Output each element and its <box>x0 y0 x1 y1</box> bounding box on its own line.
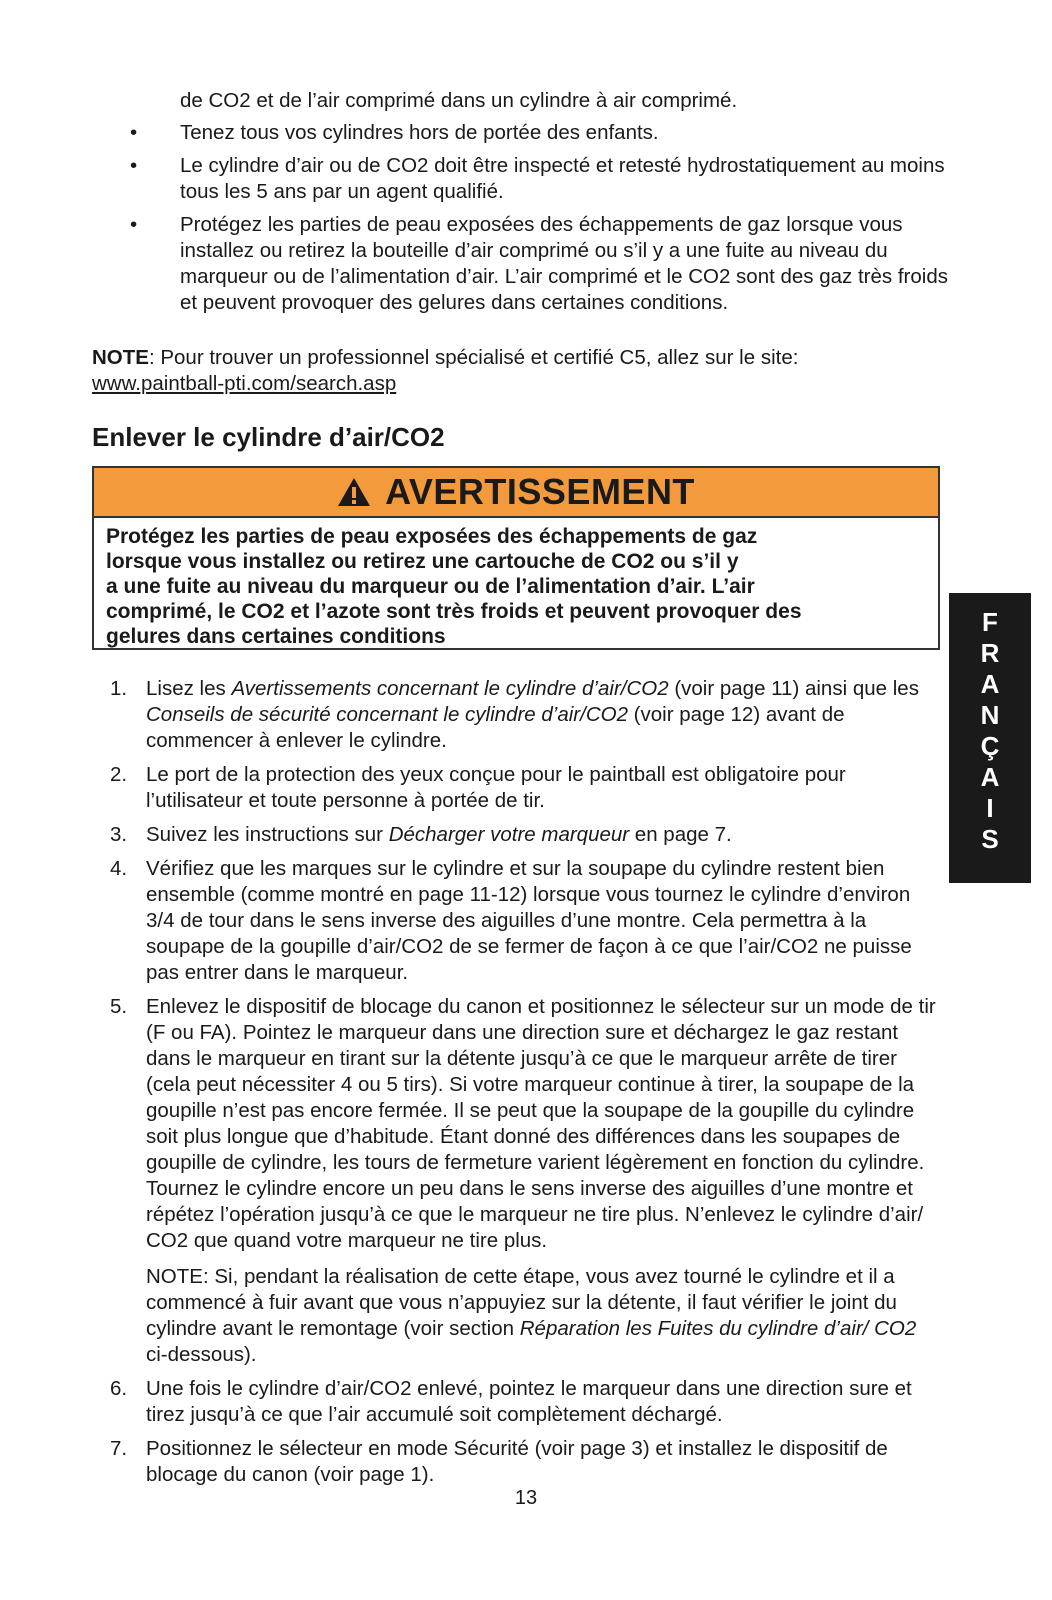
bullet-item <box>130 212 960 316</box>
warning-text <box>94 518 938 649</box>
language-tab-letter: R <box>980 638 1000 668</box>
step-item <box>110 822 940 848</box>
bullet-marker: • <box>130 154 138 177</box>
continuation-text: de CO2 et de l’air comprimé dans un cylindre à air comprimé. <box>180 89 738 112</box>
bullet-item <box>130 153 960 205</box>
language-tab-letter: N <box>980 700 1000 730</box>
bullet-marker: • <box>130 121 138 144</box>
step-number: 3. <box>110 823 128 846</box>
step-body <box>146 856 940 986</box>
step-text: Vérifiez que les marques sur le cylindre et sur la soupape du cylindre restent bien ensemble (comme montré en page 11-12) lorsque vous tournez le cylindre d’environ 3/4 de tour dans le sens inverse des aiguilles d’une montre. Cela permettra à la soupape de la goupille d’air/CO2 de se fermer de façon à ce que l’air/CO2 ne puisse pas entrer dans le marqueur. <box>146 857 912 984</box>
step-item <box>110 994 940 1368</box>
search-link[interactable]: www.paintball-pti.com/search.asp <box>92 372 397 395</box>
step-text: Enlevez le dispositif de blocage du canon et positionnez le sélecteur sur un mode de tir (F ou FA). Pointez le marqueur dans une direction sure et déchargez le gaz restant dans le marqueur en tirant sur la détente jusqu’à ce que le marqueur arrête de tirer (cela peut nécessiter 4 ou 5 tirs). Si votre marqueur continue à tirer, la soupape de la goupille n’est pas encore fermée. Il se peut que la soupape de la goupille du cylindre soit plus longue que d’habitude. Étant donné des différences dans les soupapes de goupille de cylindre, les tours de fermeture varient légèrement en fonction du cylindre. Tournez le cylindre encore un peu dans le sens inverse des aiguilles d’une montre et répétez l’opération jusqu’à ce que le marqueur ne tire plus. N’enlevez le cylindre d’air/ CO2 que quand votre marqueur ne tire plus. <box>146 995 936 1252</box>
step-body <box>146 762 940 814</box>
step-body <box>146 994 940 1254</box>
step-number: 4. <box>110 857 128 880</box>
safety-bullet-list <box>130 120 960 323</box>
step-item <box>110 856 940 986</box>
step-item <box>110 762 940 814</box>
step-body <box>146 676 940 754</box>
step-body <box>146 822 940 848</box>
warning-line: gelures dans certaines conditions <box>106 625 446 648</box>
page-number: 13 <box>514 1487 538 1509</box>
step-text: Le port de la protection des yeux conçue pour le paintball est obligatoire pour l’utilisateur et toute personne à portée de tir. <box>146 763 846 812</box>
bullet-marker: • <box>130 213 138 236</box>
step-text: (voir page 12) avant de commencer à enlever le cylindre. <box>146 703 845 752</box>
note-paragraph <box>92 345 952 397</box>
warning-box <box>92 466 940 650</box>
step-number: 2. <box>110 763 128 786</box>
step-body <box>146 1376 940 1428</box>
step-item <box>110 1376 940 1428</box>
bullet-text: Tenez tous vos cylindres hors de portée des enfants. <box>180 121 659 144</box>
step-text: (voir page 11) ainsi que les <box>668 677 919 700</box>
step-reference: Réparation les Fuites du cylindre d’air/ CO2 <box>519 1317 917 1340</box>
steps-list <box>110 676 940 1496</box>
language-tab-letter: I <box>986 793 994 823</box>
language-tab <box>949 593 1031 883</box>
warning-triangle-icon <box>337 476 371 508</box>
step-number: 1. <box>110 677 128 700</box>
warning-line: Protégez les parties de peau exposées des échappements de gaz <box>106 525 758 548</box>
step-note <box>146 1264 940 1368</box>
step-text: Suivez les instructions sur <box>146 823 389 846</box>
step-reference: Avertissements concernant le cylindre d’air/CO2 <box>231 677 669 700</box>
step-text: Positionnez le sélecteur en mode Sécurité (voir page 3) et installez le dispositif de blocage du canon (voir page 1). <box>146 1437 888 1486</box>
language-tab-letter: S <box>981 824 999 854</box>
language-tab-letter: Ç <box>980 731 1000 761</box>
step-text: ci-dessous). <box>146 1343 257 1366</box>
step-reference: Conseils de sécurité concernant le cylindre d’air/CO2 <box>146 703 628 726</box>
language-tab-letter: F <box>982 607 998 637</box>
step-item <box>110 676 940 754</box>
language-tab-letter: A <box>980 762 1000 792</box>
step-text: NOTE: Si, pendant la réalisation de cette étape, vous avez tourné le cylindre et il a commencé à fuir avant que vous n’appuyiez sur la détente, il faut vérifier le joint du cylindre avant le remontage (voir section <box>146 1265 897 1340</box>
step-item <box>110 1436 940 1488</box>
note-text: : Pour trouver un professionnel spécialisé et certifié C5, allez sur le site: <box>148 346 799 369</box>
warning-title: AVERTISSEMENT <box>385 471 695 512</box>
bullet-text: Protégez les parties de peau exposées des échappements de gaz lorsque vous installez ou retirez la bouteille d’air comprimé ou s’il y a une fuite au niveau du marqueur ou de l’alimentation d’air. L’air comprimé et le CO2 sont des gaz très froids et peuvent provoquer des gelures dans certaines conditions. <box>180 213 948 314</box>
note-label: NOTE <box>92 346 149 369</box>
step-text: Une fois le cylindre d’air/CO2 enlevé, pointez le marqueur dans une direction sure et tirez jusqu’à ce que l’air accumulé soit complètement déchargé. <box>146 1377 912 1426</box>
step-text: en page 7. <box>629 823 732 846</box>
section-title: Enlever le cylindre d’air/CO2 <box>92 422 445 452</box>
step-number: 7. <box>110 1437 128 1460</box>
step-body <box>146 1436 940 1488</box>
warning-line: lorsque vous installez ou retirez une cartouche de CO2 ou s’il y <box>106 550 739 573</box>
bullet-text: Le cylindre d’air ou de CO2 doit être inspecté et retesté hydrostatiquement au moins tous les 5 ans par un agent qualifié. <box>180 154 945 203</box>
bullet-item <box>130 120 960 146</box>
step-reference: Décharger votre marqueur <box>388 823 630 846</box>
warning-line: a une fuite au niveau du marqueur ou de l’alimentation d’air. L’air <box>106 575 755 598</box>
warning-header <box>94 468 938 518</box>
language-tab-letter: A <box>980 669 1000 699</box>
step-text: Lisez les <box>146 677 232 700</box>
step-number: 6. <box>110 1377 128 1400</box>
step-number: 5. <box>110 995 128 1018</box>
warning-line: comprimé, le CO2 et l’azote sont très froids et peuvent provoquer des <box>106 600 802 623</box>
